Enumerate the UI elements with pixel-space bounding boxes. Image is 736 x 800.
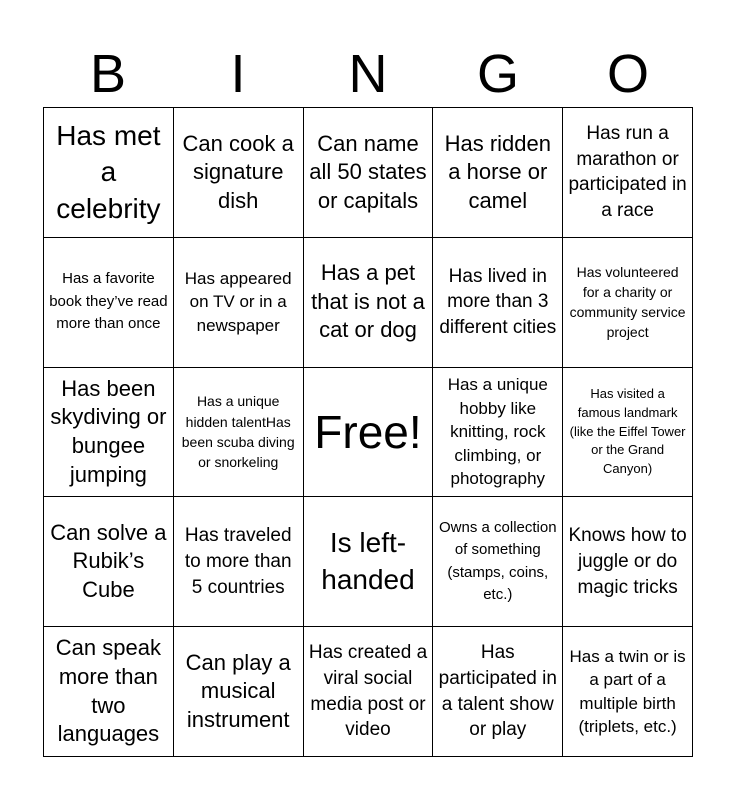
cell-text: Can play a musical instrument [185, 649, 291, 732]
cell-text: Has ridden a horse or camel [444, 130, 551, 213]
cell-text: Has participated in a talent show or play [438, 642, 557, 741]
header-letter-i: I [230, 44, 246, 104]
cell-text: Can speak more than two languages [55, 635, 161, 747]
cell-text: Has traveled to more than 5 countries [184, 525, 292, 598]
cell-text: Is left-handed [321, 527, 415, 595]
cell-text: Has a favorite book they’ve read more than once [49, 270, 168, 333]
cell-text: Has appeared on TV or in a newspaper [184, 269, 292, 335]
bingo-cell-r1c4[interactable] [433, 108, 563, 238]
bingo-cell-r2c3[interactable] [304, 238, 434, 368]
bingo-cell-r3c5[interactable] [563, 368, 693, 498]
bingo-cell-r4c2[interactable] [174, 497, 304, 627]
free-space-label: Free! [314, 405, 422, 458]
bingo-board [43, 107, 693, 757]
cell-text: Has been skydiving or bungee jumping [50, 375, 167, 487]
bingo-cell-r2c2[interactable] [174, 238, 304, 368]
cell-text: Has a unique hobby like knitting, rock climbing, or photography [447, 375, 548, 489]
bingo-cell-r5c3[interactable] [304, 627, 434, 757]
bingo-cell-r4c3[interactable] [304, 497, 434, 627]
bingo-cell-r3c1[interactable] [44, 368, 174, 498]
cell-text: Knows how to juggle or do magic tricks [568, 525, 687, 598]
cell-text: Can cook a signature dish [182, 130, 294, 213]
bingo-cell-r5c2[interactable] [174, 627, 304, 757]
bingo-cell-r1c1[interactable] [44, 108, 174, 238]
bingo-cell-r5c4[interactable] [433, 627, 563, 757]
cell-text: Has lived in more than 3 different cities [439, 265, 557, 339]
bingo-cell-r4c4[interactable] [433, 497, 563, 627]
bingo-cell-r4c5[interactable] [563, 497, 693, 627]
cell-text: Can solve a Rubik’s Cube [50, 519, 167, 603]
header-letter-o: O [606, 44, 649, 104]
free-space-cell[interactable] [304, 368, 434, 498]
bingo-cell-r4c1[interactable] [44, 497, 174, 627]
bingo-cell-r3c4[interactable] [433, 368, 563, 498]
cell-text: Owns a collection of something (stamps, coins, etc.) [439, 518, 557, 604]
bingo-cell-r1c3[interactable] [304, 108, 434, 238]
header-letter-b: B [89, 44, 127, 104]
cell-text: Has visited a famous landmark (like the Eiffel Tower or the Grand Canyon) [569, 385, 686, 477]
bingo-cell-r2c1[interactable] [44, 238, 174, 368]
bingo-cell-r1c5[interactable] [563, 108, 693, 238]
cell-text: Has a twin or is a part of a multiple birth (triplets, etc.) [569, 646, 686, 737]
cell-text: Has a unique hidden talentHas been scuba diving or snorkeling [181, 393, 295, 471]
bingo-cell-r2c5[interactable] [563, 238, 693, 368]
cell-text: Can name all 50 states or capitals [309, 130, 427, 213]
bingo-cell-r2c4[interactable] [433, 238, 563, 368]
header-letter-n: N [348, 44, 388, 104]
cell-text: Has run a marathon or participated in a race [568, 123, 687, 222]
cell-text: Has met a celebrity [56, 119, 161, 224]
cell-text: Has volunteered for a charity or community service project [569, 263, 686, 341]
bingo-cell-r1c2[interactable] [174, 108, 304, 238]
header-letter-g: G [476, 44, 519, 104]
bingo-cell-r5c5[interactable] [563, 627, 693, 757]
cell-text: Has a pet that is not a cat or dog [311, 260, 425, 343]
bingo-cell-r3c2[interactable] [174, 368, 304, 498]
cell-text: Has created a viral social media post or video [308, 642, 428, 741]
bingo-header [43, 40, 693, 108]
bingo-cell-r5c1[interactable] [44, 627, 174, 757]
